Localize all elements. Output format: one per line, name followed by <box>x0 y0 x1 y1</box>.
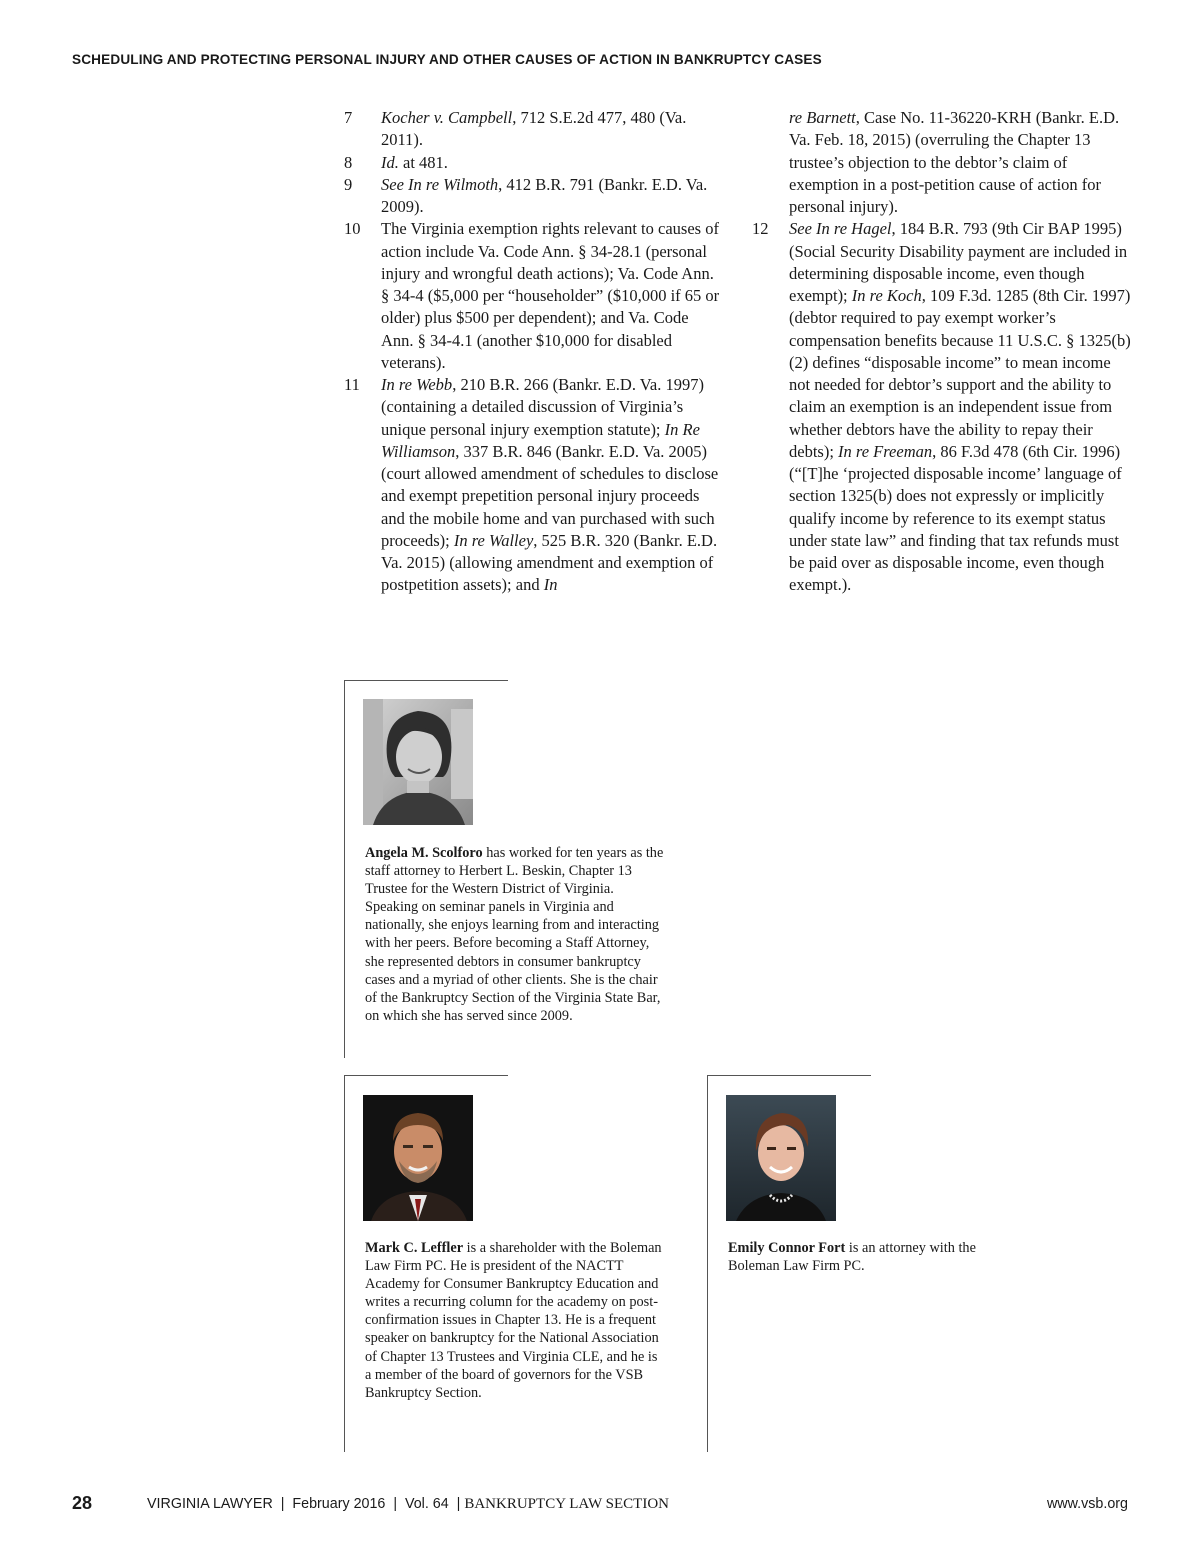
case-name: See In re Hagel <box>789 219 892 239</box>
citation-text: , 525 B.R. 320 (Bankr. E.D. Va. 2015) (allowing amendment and exemption of postpetition assets); and <box>381 530 718 595</box>
footnotes-left-column <box>344 107 724 597</box>
citation-text: at 481. <box>398 152 448 172</box>
footnote-9 <box>344 174 724 219</box>
bio-body: is a shareholder with the Boleman Law Firm PC. He is president of the NACTT Academy for Consumer Bankruptcy Education and writes a recurring column for the academy on post-confirmation issues in Chapter 13. He is a frequent speaker on bankruptcy for the National Association of Chapter 13 Trustees and Virginia CLE, and he is a member of the board of governors for the VSB Bankruptcy Section. <box>365 1240 662 1401</box>
citation-text: , Case No. 11-36220-KRH (Bankr. E.D. Va. Feb. 18, 2015) (overruling the Chapter 13 trustee’s objection to the debtor’s claim of exemption in a post-petition cause of action for personal injury). <box>789 108 1120 216</box>
case-name: In <box>543 575 558 595</box>
citation-text: , 337 B.R. 846 (Bankr. E.D. Va. 2005) (court allowed amendment of schedules to disclose and exempt prepetition personal injury proceeds and the mobile home and van purchased with such proceeds); <box>381 441 719 550</box>
author-photo <box>726 1095 836 1221</box>
footnote-number: 11 <box>344 375 360 394</box>
footnote-8 <box>344 152 724 174</box>
author-photo <box>363 1095 473 1221</box>
case-name: re Barnett <box>789 108 856 127</box>
case-name: Id. <box>381 152 399 172</box>
footnote-12 <box>752 218 1132 596</box>
divider <box>345 1075 508 1076</box>
footnote-number: 9 <box>344 174 353 194</box>
case-name: See In re Wilmoth <box>381 174 499 194</box>
author-name: Mark C. Leffler <box>365 1240 464 1256</box>
citation-text: , 109 F.3d. 1285 (8th Cir. 1997) (debtor required to pay exempt worker’s compensation benefits because 11 U.S.C. § 1325(b)(2) defines “disposable income” to mean income not needed for debtor’s support and the ability to claim an exemption is an independent issue from whether debtors have the ability to repay their debts); <box>789 286 1131 461</box>
publication-info <box>147 1496 669 1513</box>
author-bio-leffler <box>344 1075 675 1452</box>
page-number: 28 <box>72 1493 93 1513</box>
website-link[interactable]: www.vsb.org <box>1046 1496 1128 1512</box>
author-bio-scolforo <box>344 680 675 1058</box>
case-name: Kocher v. Campbell <box>381 108 513 127</box>
bio-text <box>365 844 665 1025</box>
divider <box>708 1075 871 1076</box>
bio-text <box>728 1239 1028 1275</box>
case-name: In re Webb <box>381 375 453 394</box>
citation-text: , 86 F.3d 478 (6th Cir. 1996) (“[T]he ‘projected disposable income’ language of section 1325(b) does not expressly or implicitly qualify income by reference to its exempt status under state law” and finding that tax refunds must be paid over as disposable income, even though exempt.). <box>789 441 1122 595</box>
case-name: In re Koch <box>851 286 922 305</box>
case-name: In Re Williamson <box>381 419 700 461</box>
citation-text: , 210 B.R. 266 (Bankr. E.D. Va. 1997) (containing a detailed discussion of Virginia’s unique personal injury exemption statute); <box>381 375 704 439</box>
portrait-image <box>363 699 473 825</box>
case-name: In re Freeman <box>838 441 933 461</box>
author-name: Emily Connor Fort <box>728 1240 846 1256</box>
footnote-number: 7 <box>344 108 353 127</box>
citation-text: , 712 S.E.2d 477, 480 (Va. 2011). <box>381 108 687 150</box>
footnote-number: 10 <box>344 219 361 239</box>
portrait-image <box>726 1095 836 1221</box>
portrait-image <box>363 1095 473 1221</box>
case-name: In re Walley <box>453 530 534 550</box>
footnote-11 <box>344 374 724 597</box>
section-name: BANKRUPTCY LAW SECTION <box>464 1496 669 1512</box>
author-photo <box>363 699 473 825</box>
bio-body: has worked for ten years as the staff attorney to Herbert L. Beskin, Chapter 13 Trustee for the Western District of Virginia. Speaking on seminar panels in Virginia and nationally, she enjoys learning from and interacting with her peers. Before becoming a Staff Attorney, she represented debtors in consumer bankruptcy cases and a myriad of other clients. She is the chair of the Bankruptcy Section of the Virginia State Bar, on which she has served since 2009. <box>365 845 664 1024</box>
footnotes-right-column <box>752 107 1132 597</box>
footnote-10 <box>344 218 724 374</box>
bio-body: is an attorney with the Boleman Law Firm PC. <box>728 1240 976 1275</box>
author-name: Angela M. Scolforo <box>365 845 483 861</box>
running-header: SCHEDULING AND PROTECTING PERSONAL INJURY AND OTHER CAUSES OF ACTION IN BANKRUPTCY CASES <box>72 52 822 67</box>
citation-text: , 412 B.R. 791 (Bankr. E.D. Va. 2009). <box>381 174 708 216</box>
footnote-text: The Virginia exemption rights relevant to causes of action include Va. Code Ann. § 34-28.1 (personal injury and wrongful death actions); Va. Code Ann. § 34-4 ($5,000 per “householder” ($10,000 if 65 or older) plus $500 per dependent); and Va. Code Ann. § 34-4.1 (another $10,000 for disabled veterans). <box>381 219 720 372</box>
citation-text: , 184 B.R. 793 (9th Cir BAP 1995) (Social Security Disability payment are included in determining disposable income, even though exempt); <box>789 219 1128 305</box>
publication-line: VIRGINIA LAWYER | February 2016 | Vol. 64 | <box>147 1496 461 1512</box>
footnote-number: 12 <box>752 219 769 239</box>
footnote-number: 8 <box>344 152 353 172</box>
footnote-11-continued <box>752 107 1132 218</box>
footnote-7 <box>344 107 724 152</box>
divider <box>345 680 508 681</box>
author-bio-fort <box>707 1075 1038 1452</box>
bio-text <box>365 1239 665 1402</box>
